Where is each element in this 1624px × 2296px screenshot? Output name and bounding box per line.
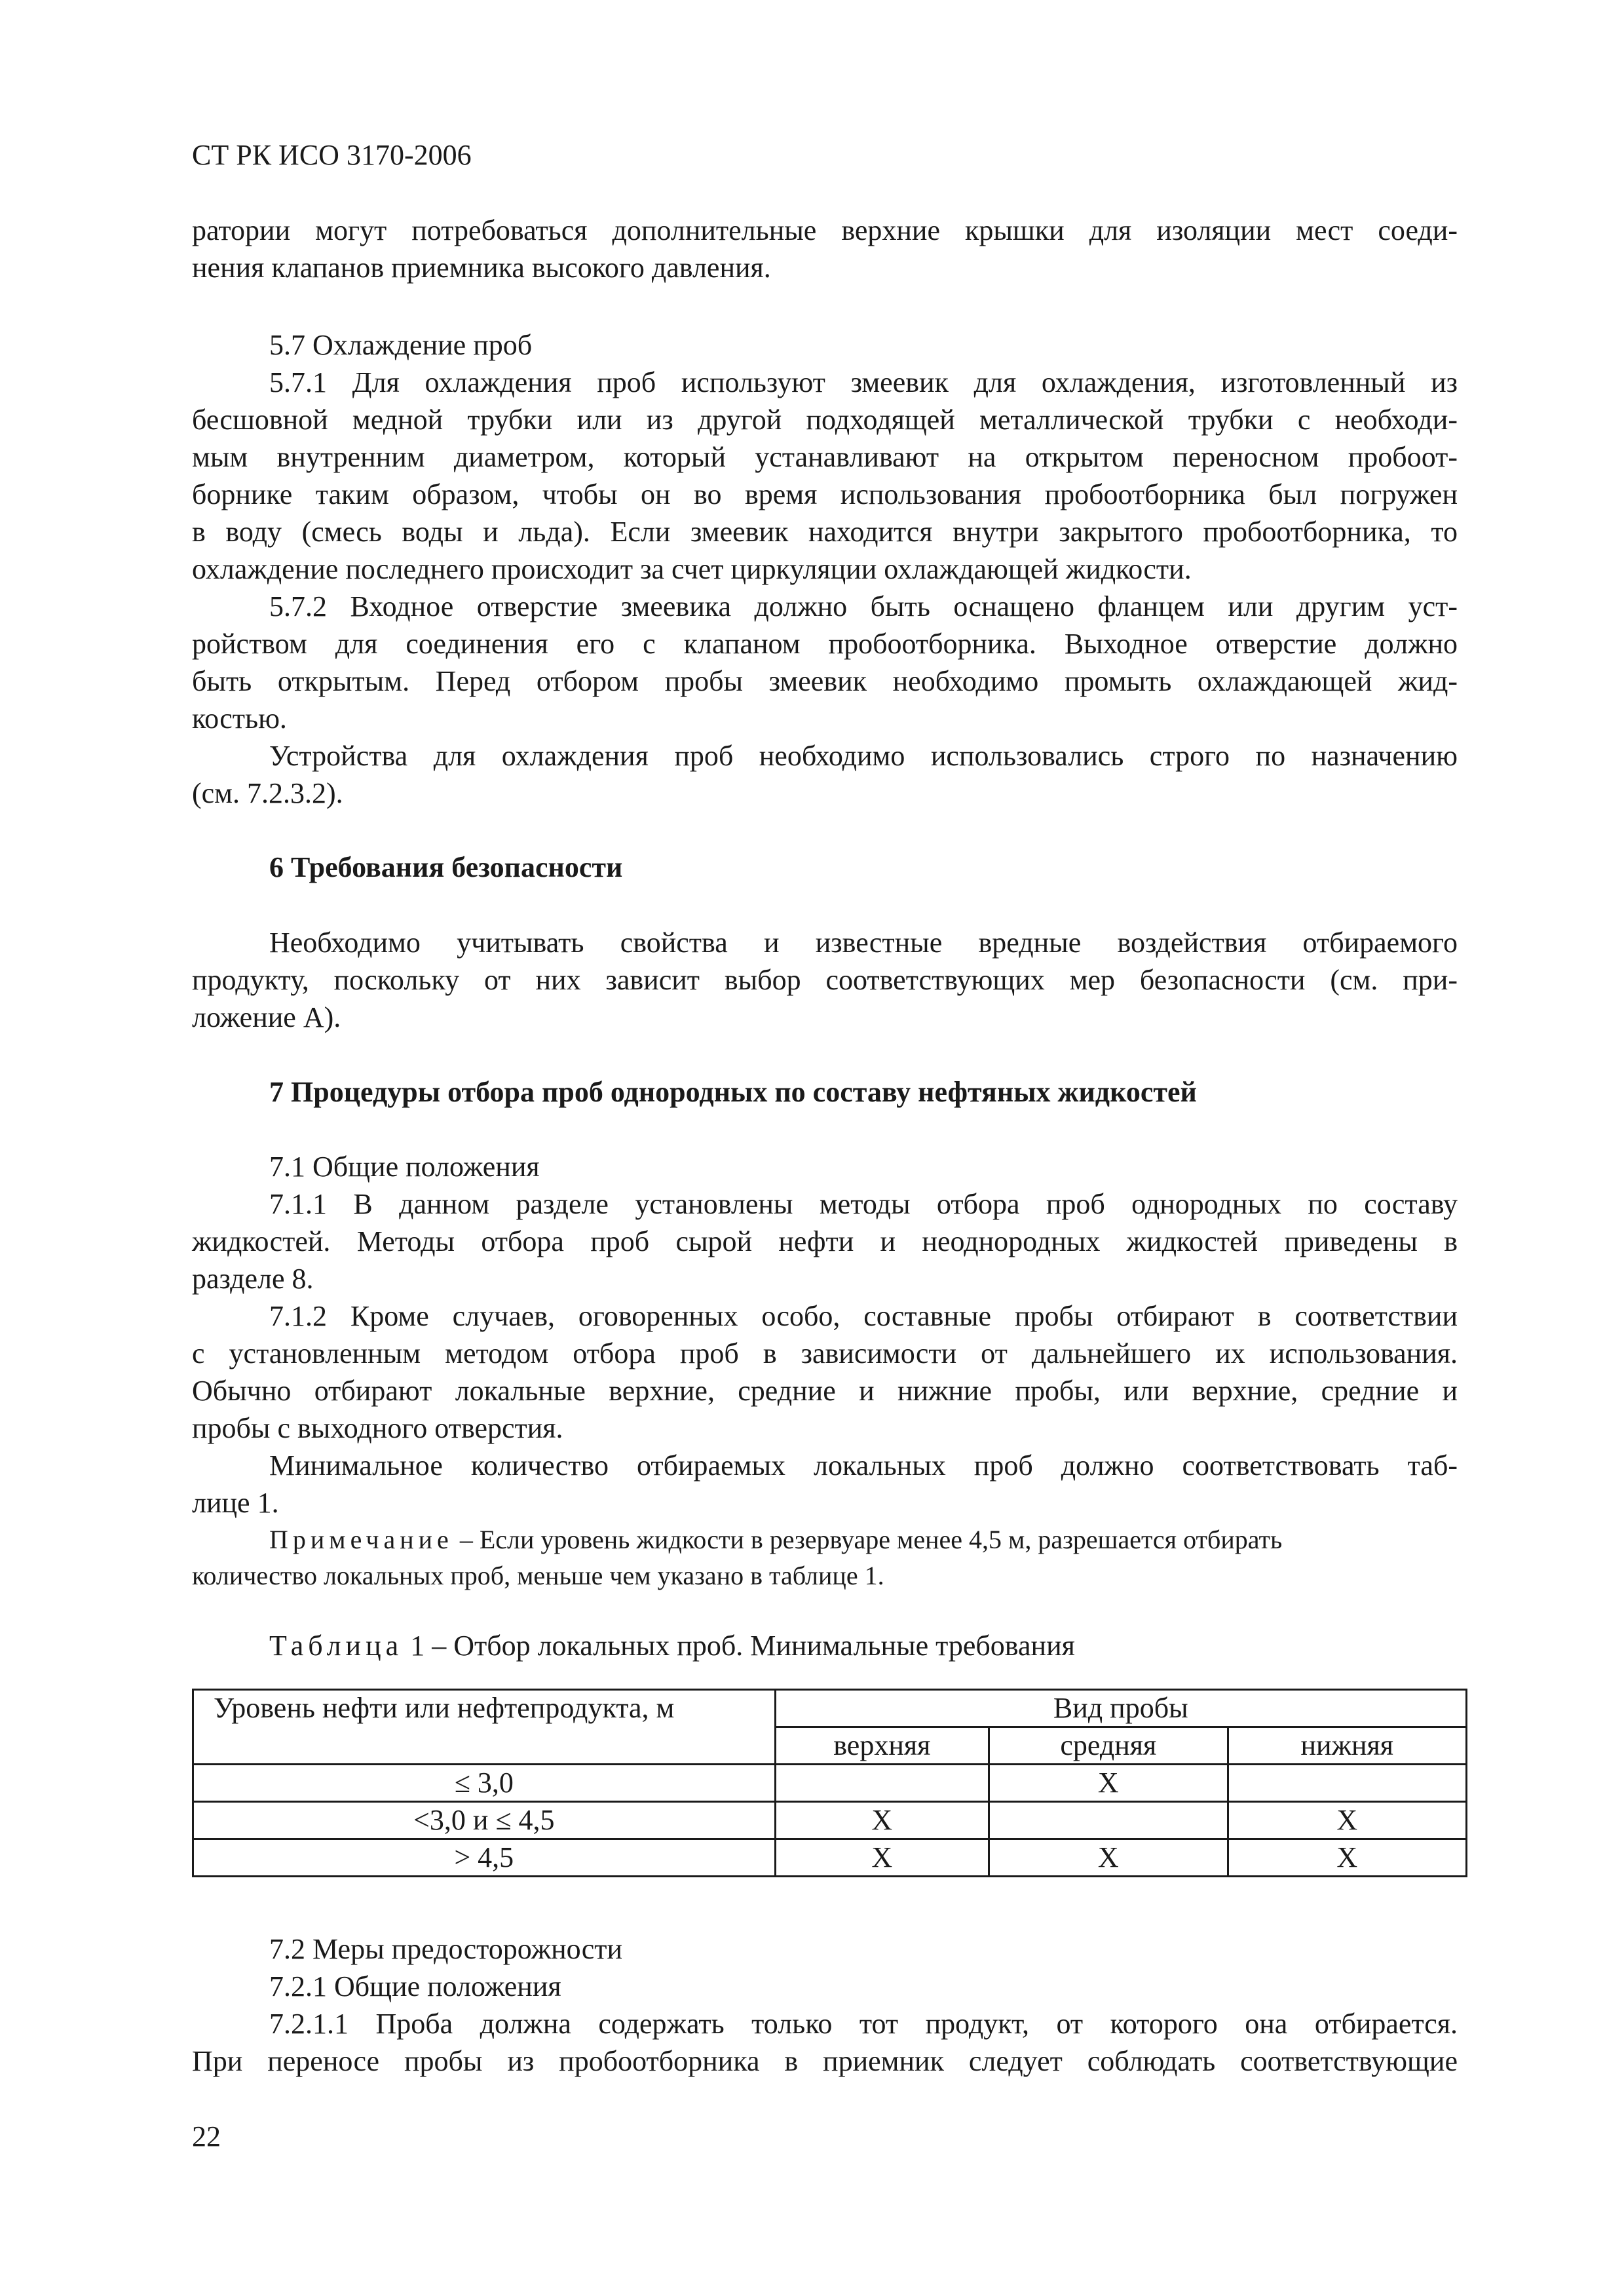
text-line: мым внутренним диаметром, который устанавливают на открытом переносном пробоот-	[192, 441, 1458, 473]
text-line: с установленным методом отбора проб в зависимости от дальнейшего их использования.	[192, 1337, 1458, 1369]
text-line: быть открытым. Перед отбором пробы змеевик необходимо промыть охлаждающей жид-	[192, 665, 1458, 697]
text-line: 7.1.2 Кроме случаев, оговоренных особо, составные пробы отбирают в соответствии	[269, 1300, 1458, 1332]
subsection-heading-7-2-1: 7.2.1 Общие положения	[269, 1970, 561, 2002]
text-line: пробы с выходного отверстия.	[192, 1412, 563, 1444]
text-line: ройством для соединения его с клапаном пробоотборника. Выходное отверстие должно	[192, 628, 1458, 660]
text-line: 5.7.2 Входное отверстие змеевика должно быть оснащено фланцем или другим уст-	[269, 590, 1458, 622]
text-line: костью.	[192, 702, 287, 735]
section-heading-7: 7 Процедуры отбора проб однородных по составу нефтяных жидкостей	[269, 1076, 1197, 1108]
text-line: 7.2.1.1 Проба должна содержать только тот продукт, от которого она отбирается.	[269, 2008, 1458, 2040]
table-subheader-middle: средняя	[989, 1727, 1228, 1765]
text-line: ложение А).	[192, 1001, 341, 1033]
cell-top: X	[775, 1802, 989, 1839]
table-header-sample-type: Вид пробы	[775, 1690, 1466, 1727]
table-subheader-top: верхняя	[775, 1727, 989, 1765]
cell-top: X	[775, 1839, 989, 1877]
text-line: охлаждение последнего происходит за счет циркуляции охлаждающей жидкости.	[192, 553, 1192, 585]
cell-middle	[989, 1802, 1228, 1839]
table-subheader-bottom: нижняя	[1228, 1727, 1466, 1765]
text-line: продукту, поскольку от них зависит выбор соответствующих мер безопасности (см. при-	[192, 964, 1458, 996]
note-line: количество локальных проб, меньше чем указано в таблице 1.	[192, 1561, 884, 1590]
subsection-heading-7-1: 7.1 Общие положения	[269, 1151, 540, 1183]
table-row	[193, 1802, 1467, 1839]
section-heading-6: 6 Требования безопасности	[269, 851, 623, 883]
text-line: При переносе пробы из пробоотборника в приемник следует соблюдать соответствующие	[192, 2045, 1458, 2077]
text-line: лице 1.	[192, 1487, 279, 1519]
text-line: Необходимо учитывать свойства и известные вредные воздействия отбираемого	[269, 927, 1458, 959]
text-line: Устройства для охлаждения проб необходимо использовались строго по назначению	[269, 740, 1458, 772]
text-line: нения клапанов приемника высокого давления.	[192, 252, 771, 284]
text-line: бесшовной медной трубки или из другой подходящей металлической трубки с необходи-	[192, 404, 1458, 436]
table-header-level: Уровень нефти или нефтепродукта, м	[193, 1690, 776, 1765]
subsection-heading-7-2: 7.2 Меры предосторожности	[269, 1933, 623, 1965]
subsection-heading-5-7: 5.7 Охлаждение проб	[269, 329, 533, 361]
text-line: разделе 8.	[192, 1263, 314, 1295]
cell-level: ≤ 3,0	[193, 1765, 776, 1802]
cell-bottom: X	[1228, 1839, 1466, 1877]
text-line: 7.1.1 В данном разделе установлены методы отбора проб однородных по составу	[269, 1188, 1458, 1220]
cell-level: > 4,5	[193, 1839, 776, 1877]
text-line: ратории могут потребоваться дополнительные верхние крышки для изоляции мест соеди-	[192, 214, 1458, 246]
table-caption: Таблица 1 – Отбор локальных проб. Минимальные требования	[269, 1630, 1075, 1662]
text-line: жидкостей. Методы отбора проб сырой нефти и неоднородных жидкостей приведены в	[192, 1225, 1458, 1257]
running-header: СТ РК ИСО 3170-2006	[192, 139, 472, 171]
page-number: 22	[192, 2120, 221, 2152]
text-line: (см. 7.2.3.2).	[192, 777, 343, 809]
cell-middle: X	[989, 1839, 1228, 1877]
cell-top	[775, 1765, 989, 1802]
text-line: Минимальное количество отбираемых локальных проб должно соответствовать таб-	[269, 1449, 1458, 1482]
text-line: борнике таким образом, чтобы он во время использования пробоотборника был погружен	[192, 478, 1458, 510]
table-1	[192, 1689, 1467, 1873]
table-caption-label: Таблица	[269, 1630, 404, 1662]
text-line: в воду (смесь воды и льда). Если змеевик находится внутри закрытого пробоотборника, то	[192, 516, 1458, 548]
text-line: 5.7.1 Для охлаждения проб используют змеевик для охлаждения, изготовленный из	[269, 366, 1458, 398]
text-line: Обычно отбирают локальные верхние, средние и нижние пробы, или верхние, средние и	[192, 1375, 1458, 1407]
cell-middle: X	[989, 1765, 1228, 1802]
cell-bottom	[1228, 1765, 1466, 1802]
table-row	[193, 1765, 1467, 1802]
cell-level: <3,0 и ≤ 4,5	[193, 1802, 776, 1839]
cell-bottom: X	[1228, 1802, 1466, 1839]
table-row	[193, 1839, 1467, 1877]
note-label: Примечание	[269, 1525, 453, 1554]
note-line: Примечание – Если уровень жидкости в резервуаре менее 4,5 м, разрешается отбирать	[269, 1525, 1283, 1554]
